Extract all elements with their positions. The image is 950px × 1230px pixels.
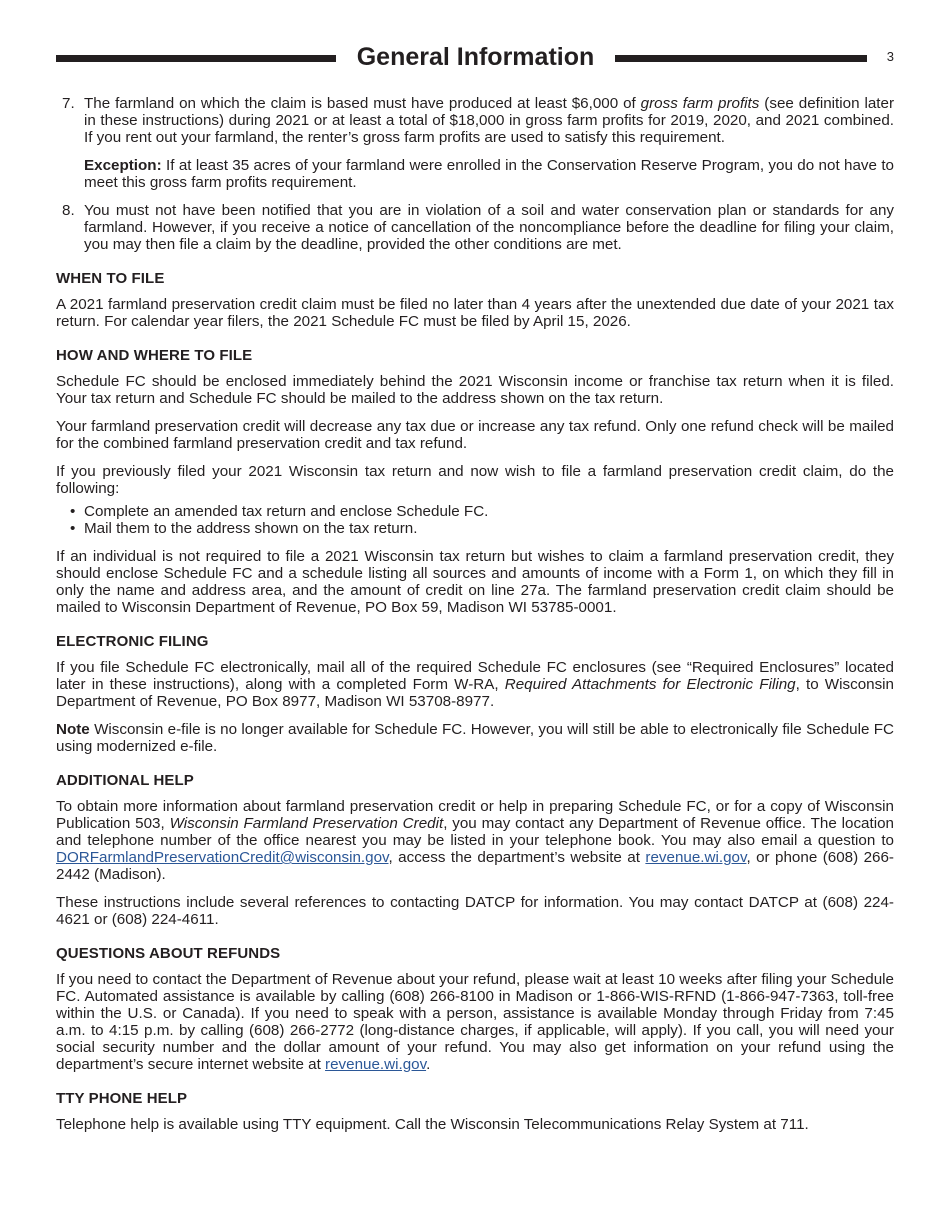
note-label: Note <box>56 721 90 738</box>
when-to-file-text: A 2021 farmland preservation credit claim must be filed no later than 4 years after the unextended due date of your 2021 tax return. For calendar year filers, the 2021 Schedule FC must be filed by April 15, 2026. <box>56 296 894 330</box>
item-number: 7. <box>62 95 75 112</box>
page-number: 3 <box>886 49 894 64</box>
how-where-paragraph-1: Schedule FC should be enclosed immediately behind the 2021 Wisconsin income or franchise tax return when it is filed. Your tax return and Schedule FC should be mailed to the address shown on the tax return. <box>56 373 894 407</box>
header-rule-right <box>615 55 867 62</box>
additional-help-paragraph-1: To obtain more information about farmland preservation credit or help in preparing Schedule FC, or for a copy of Wisconsin Publication 503, Wisconsin Farmland Preservation Credit, you may contact any Department of Revenue office. The location and telephone number of the office nearest you may be listed in your telephone book. You may also email a question to DORFarmlandPreservationCredit@wisconsin.gov, access the department’s website at revenue.wi.gov, or phone (608) 266-2442 (Madison). <box>56 798 894 883</box>
numbered-item-8 <box>56 202 894 253</box>
how-where-paragraph-3: If you previously filed your 2021 Wisconsin tax return and now wish to file a farmland preservation credit claim, do the following: <box>56 463 894 497</box>
electronic-note: Note Wisconsin e-file is no longer available for Schedule FC. However, you will still be able to electronically file Schedule FC using modernized e-file. <box>56 721 894 755</box>
item-7-paragraph: The farmland on which the claim is based must have produced at least $6,000 of gross farm profits (see definition later in these instructions) during 2021 or at least a total of $18,000 in gross farm profits for 2019, 2020, and 2021 combined. If you rent out your farmland, the renter’s gross farm profits are used to satisfy this requirement. <box>84 95 895 146</box>
filing-steps-list <box>56 503 894 537</box>
page-header <box>56 42 894 72</box>
additional-help-paragraph-2: These instructions include several references to contacting DATCP for information. You may contact DATCP at (608) 224-4621 or (608) 224-4611. <box>56 894 894 928</box>
how-where-paragraph-2: Your farmland preservation credit will decrease any tax due or increase any tax refund. Only one refund check will be mailed for the combined farmland preservation credit and tax refund. <box>56 418 894 452</box>
heading-how-and-where-to-file: HOW AND WHERE TO FILE <box>56 347 253 364</box>
website-link[interactable]: revenue.wi.gov <box>645 849 747 866</box>
list-item: • Mail them to the address shown on the tax return. <box>70 520 418 537</box>
page-content <box>56 95 894 1144</box>
numbered-item-7 <box>56 95 894 191</box>
heading-questions-about-refunds: QUESTIONS ABOUT REFUNDS <box>56 945 281 962</box>
header-rule-left <box>56 55 336 62</box>
electronic-paragraph: If you file Schedule FC electronically, mail all of the required Schedule FC enclosures (see “Required Enclosures” located later in these instructions), along with a completed Form W-RA, Required Attachments for Electronic Filing, to Wisconsin Department of Revenue, PO Box 8977, Madison WI 53708-8977. <box>56 659 895 710</box>
heading-additional-help: ADDITIONAL HELP <box>56 772 194 789</box>
list-item: • Complete an amended tax return and enclose Schedule FC. <box>70 503 489 520</box>
website-link[interactable]: revenue.wi.gov <box>325 1056 427 1073</box>
exception-label: Exception: <box>84 157 162 174</box>
item-7-exception: Exception: If at least 35 acres of your farmland were enrolled in the Conservation Reserve Program, you do not have to meet this gross farm profits requirement. <box>84 157 894 191</box>
item-number: 8. <box>62 202 75 219</box>
refunds-paragraph: If you need to contact the Department of Revenue about your refund, please wait at least 10 weeks after filing your Schedule FC. Automated assistance is available by calling (608) 266-8100 in Madison or 1-866-WIS-RFND (1-866-947-7363, toll-free within the U.S. or Canada). If you need to speak with a person, assistance is available Monday through Friday from 7:45 a.m. to 4:15 p.m. by calling (608) 266-2772 (long-distance charges, if applicable, will apply). If you call, you will need your social security number and the dollar amount of your refund. You may also get information on your refund using the department’s secure internet website at revenue.wi.gov. <box>56 971 894 1073</box>
tty-text: Telephone help is available using TTY equipment. Call the Wisconsin Telecommunications Relay System at 711. <box>56 1116 809 1133</box>
heading-tty-phone-help: TTY PHONE HELP <box>56 1090 188 1107</box>
email-link[interactable]: DORFarmlandPreservationCredit@wisconsin.gov <box>56 849 389 866</box>
item-8-paragraph: You must not have been notified that you are in violation of a soil and water conservation plan or standards for any farmland. However, if you receive a notice of cancellation of the noncompliance before the deadline for filing your claim, you may then file a claim by the deadline, provided the other conditions are met. <box>84 202 894 253</box>
heading-when-to-file: WHEN TO FILE <box>56 270 165 287</box>
heading-electronic-filing: ELECTRONIC FILING <box>56 633 209 650</box>
how-where-paragraph-4: If an individual is not required to file a 2021 Wisconsin tax return but wishes to claim a farmland preservation credit, they should enclose Schedule FC and a schedule listing all sources and amounts of income with a Form 1, on which they fill in only the name and address area, and the amount of credit on line 27a. The farmland preservation credit claim should be mailed to Wisconsin Department of Revenue, PO Box 59, Madison WI 53785-0001. <box>56 548 894 616</box>
page-title: General Information <box>356 43 595 71</box>
